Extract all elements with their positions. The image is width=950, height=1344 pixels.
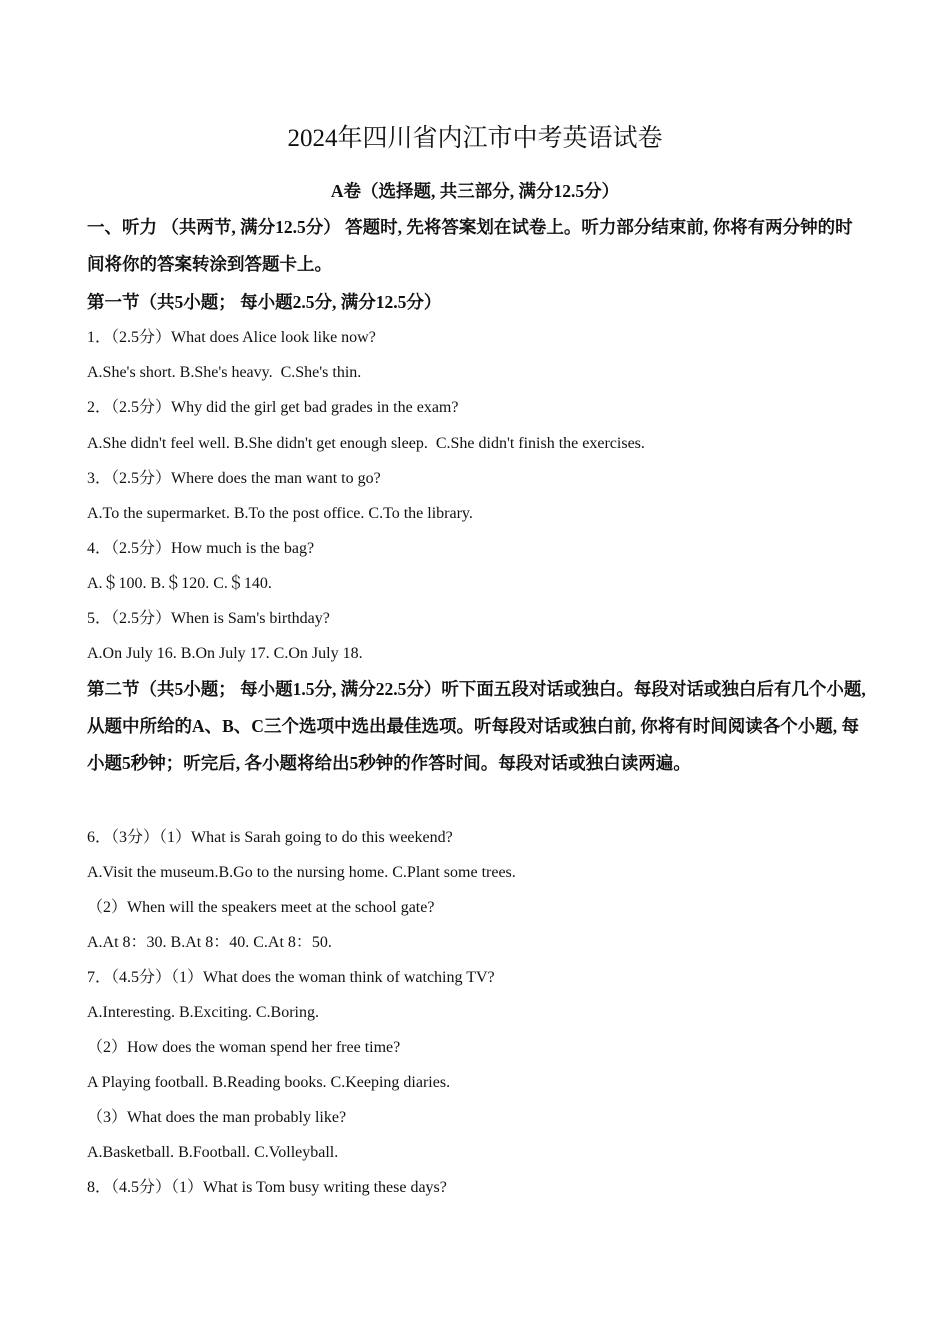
answer-options: A.＄100. B.＄120. C.＄140. [87, 575, 272, 592]
question-line: 1．（2.5分）What does Alice look like now? [87, 329, 376, 346]
question-line: 7．（4.5分）（1）What does the woman think of watching TV? [87, 969, 495, 986]
question-line: 5．（2.5分）When is Sam's birthday? [87, 610, 330, 627]
answer-options: A.She's short. B.She's heavy. C.She's thin. [87, 364, 362, 381]
answer-options: A.Basketball. B.Football. C.Volleyball. [87, 1144, 339, 1161]
sub-question-line: （2）How does the woman spend her free time? [87, 1039, 401, 1056]
question-line: 2．（2.5分）Why did the girl get bad grades in the exam? [87, 399, 459, 416]
answer-options: A Playing football. B.Reading books. C.Keeping diaries. [87, 1074, 451, 1091]
answer-options: A.On July 16. B.On July 17. C.On July 18. [87, 645, 363, 662]
answer-options: A.Interesting. B.Exciting. C.Boring. [87, 1004, 319, 1021]
question-line: 4．（2.5分）How much is the bag? [87, 540, 315, 557]
question-line: 6．（3分）（1）What is Sarah going to do this weekend? [87, 829, 453, 846]
question-line: 8．（4.5分）（1）What is Tom busy writing these days? [87, 1179, 447, 1196]
section-a-subtitle: A卷（选择题, 共三部分, 满分12.5分） [330, 181, 620, 201]
answer-options: A.To the supermarket. B.To the post office. C.To the library. [87, 505, 473, 522]
part-one-heading: 一、听力 （共两节, 满分12.5分） 答题时, 先将答案划在试卷上。听力部分结束前, 你将有两分钟的时间将你的答案转涂到答题卡上。 [87, 217, 853, 274]
answer-options: A.She didn't feel well. B.She didn't get enough sleep. C.She didn't finish the exercises. [87, 435, 645, 452]
section-two-heading: 第二节（共5小题； 每小题1.5分, 满分22.5分）听下面五段对话或独白。每段对话或独白后有几个小题, 从题中所给的A、B、C三个选项中选出最佳选项。听每段对话或独白前, 你将有时间阅读各个小题, 每小题5秒钟；听完后, 各小题将给出5秒钟的作答时间。每段对话或独白读两遍。 [87, 679, 866, 773]
sub-question-line: （3）What does the man probably like? [87, 1109, 347, 1126]
question-line: 3．（2.5分）Where does the man want to go? [87, 470, 381, 487]
section-one-heading: 第一节（共5小题； 每小题2.5分, 满分12.5分） [87, 292, 442, 312]
page-title: 2024年四川省内江市中考英语试卷 [287, 125, 663, 152]
sub-question-line: （2）When will the speakers meet at the school gate? [87, 899, 435, 916]
answer-options: A.At 8：30. B.At 8：40. C.At 8：50. [87, 934, 332, 951]
answer-options: A.Visit the museum.B.Go to the nursing home. C.Plant some trees. [87, 864, 516, 881]
